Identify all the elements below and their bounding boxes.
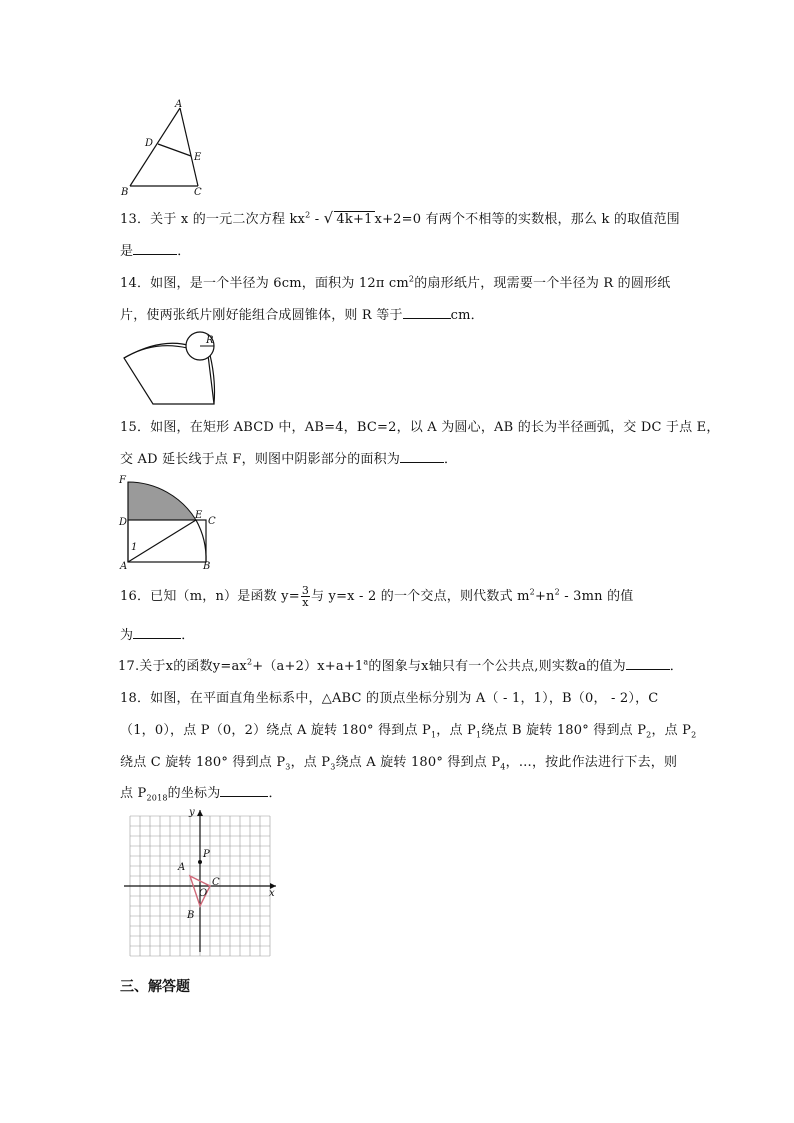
answer-blank (400, 451, 444, 463)
label-D: D (119, 517, 128, 528)
label-y: y (189, 807, 195, 818)
triangle-figure (118, 98, 210, 198)
question-13-line1: 13．关于 x 的一元二次方程 $kx^2$ - √ 4k+1 x+2=0 有两个不相等的实数根，那么 k 的取值范围 (120, 209, 680, 227)
question-18-line2: （1，0），点 P（0，2）绕点 A 旋转 180° 得到点 $P_1$，点 $P_1$绕点 B 旋转 180° 得到点 $P_2$，点 $P_2$ (120, 723, 697, 740)
label-R: R (206, 335, 214, 346)
answer-blank (133, 627, 181, 639)
label-F: F (119, 475, 126, 486)
question-16-line2: 为 ． (120, 628, 195, 643)
label-1: 1 (131, 542, 138, 553)
label-x: x (269, 888, 275, 899)
answer-blank (220, 785, 268, 797)
question-18-line3: 绕点 C 旋转 180° 得到点 $P_3$，点 $P_3$绕点 A 旋转 180° 得到点 $P_4$，…，按此作法进行下去，则 (120, 755, 678, 772)
question-15-line1: 15．如图，在矩形 ABCD 中，AB=4，BC=2，以 A 为圆心，AB 的长为半径画弧，交 DC 于点 E， (120, 420, 720, 435)
label-A: A (175, 99, 183, 110)
label-B: B (203, 561, 211, 570)
label-A: A (178, 862, 186, 873)
label-C: C (194, 187, 202, 198)
rectangle-arc-figure (116, 474, 226, 570)
question-15-line2: 交 AD 延长线于点 F，则图中阴影部分的面积为 ． (120, 452, 458, 467)
question-18-line1: 18．如图，在平面直角坐标系中，△ABC 的顶点坐标分别为 A（ - 1，1），B（0， - 2），C (120, 691, 659, 706)
label-B: B (121, 187, 129, 198)
answer-blank (626, 658, 670, 670)
label-C: C (212, 877, 220, 888)
label-C: C (208, 516, 216, 527)
question-16-line1: 16．已知（m，n）是函数 y= $\frac{3}{x}$ 与 y=x - 2 的一个交点，则代数式 $m^2+n^2 - 3mn$ 的值 (120, 584, 634, 609)
section-heading: 三、解答题 (120, 979, 190, 995)
question-18-line4: 点 $P_{2018}$的坐标为 ． (120, 786, 282, 803)
label-E: E (194, 152, 202, 163)
label-D: D (145, 138, 154, 149)
answer-blank (133, 243, 177, 255)
question-13-line2: 是 ． (120, 244, 191, 259)
question-14-line1: 14．如图，是一个半径为 6cm，面积为 12π $cm^2$的扇形纸片，现需要一个半径为 R 的圆形纸 (120, 274, 671, 291)
coordinate-grid-figure (120, 806, 280, 958)
label-E: E (195, 510, 203, 521)
fraction: $\frac{3}{x}$ (301, 584, 310, 609)
answer-blank (403, 307, 451, 319)
question-14-line2: 片，使两张纸片刚好能组合成圆锥体，则 R 等于 cm． (120, 308, 484, 323)
label-O: O (199, 888, 208, 899)
label-P: P (203, 849, 210, 860)
label-B: B (187, 910, 195, 921)
sector-circle-figure (118, 330, 228, 410)
label-A: A (120, 561, 128, 570)
question-17: 17.关于x的函数$y=ax^2+(a+2)x+a+1^a$的图象与x轴只有一个公共点,则实数a的值为 ． (118, 657, 683, 674)
